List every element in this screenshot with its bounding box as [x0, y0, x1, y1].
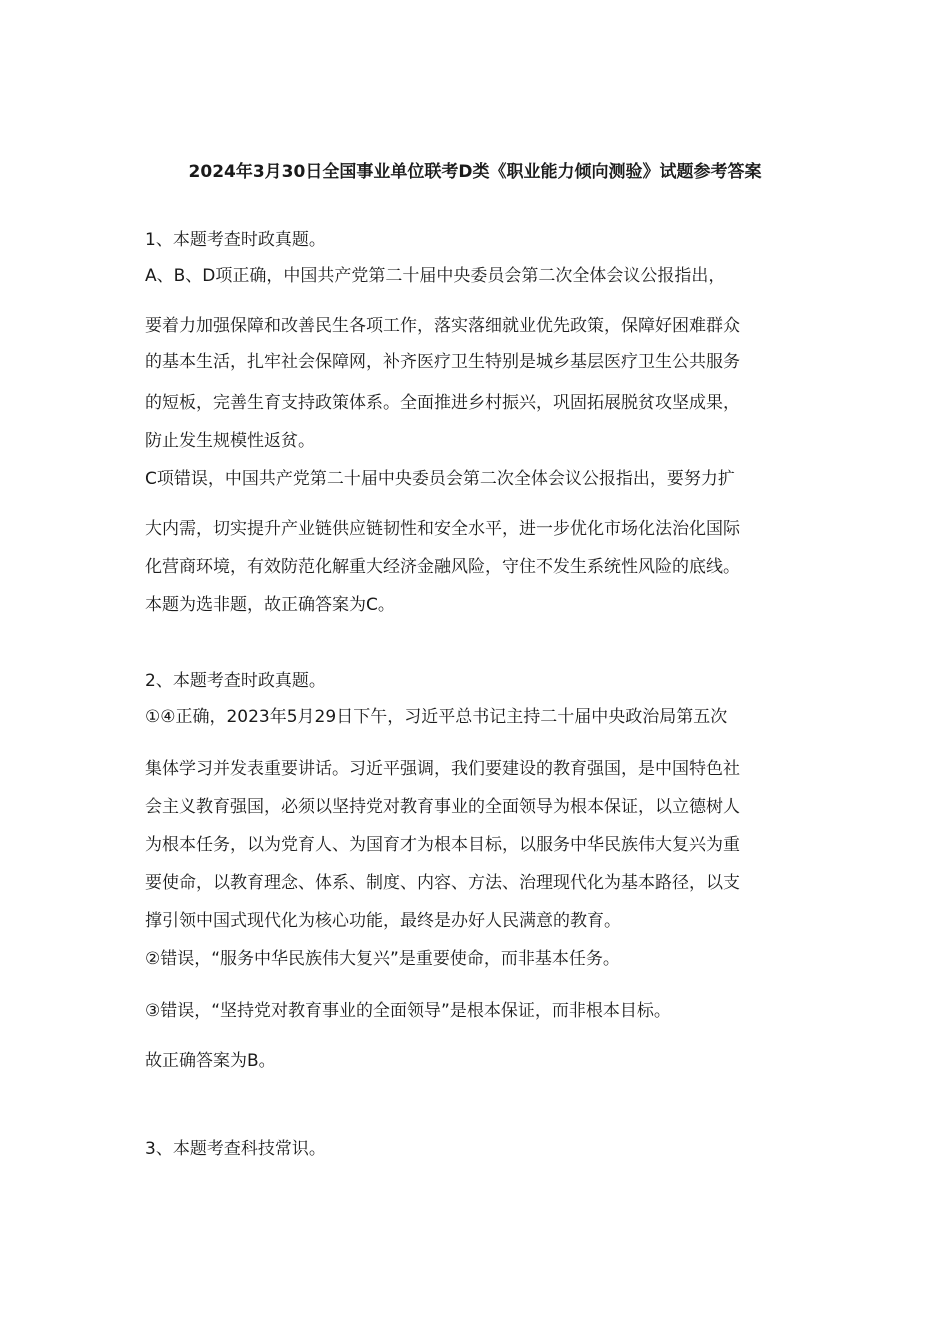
q1-line-9: 本题为选非题，故正确答案为C。: [145, 595, 395, 615]
q1-line-8: 化营商环境，有效防范化解重大经济金融风险，守住不发生系统性风险的底线。: [145, 557, 740, 577]
q2-heading: 2、本题考查时政真题。: [145, 671, 326, 691]
q2-line-3: 会主义教育强国，必须以坚持党对教育事业的全面领导为根本保证，以立德树人: [145, 797, 740, 817]
q2-line-8: ③错误，“坚持党对教育事业的全面领导”是根本保证，而非根本目标。: [145, 1001, 671, 1021]
q1-line-7: 大内需，切实提升产业链供应链韧性和安全水平，进一步优化市场化法治化国际: [145, 519, 740, 539]
q2-line-7: ②错误，“服务中华民族伟大复兴”是重要使命，而非基本任务。: [145, 949, 620, 969]
q1-heading: 1、本题考查时政真题。: [145, 230, 326, 250]
document-title: 2024年3月30日全国事业单位联考D类《职业能力倾向测验》试题参考答案: [188, 162, 762, 182]
q1-line-3: 的基本生活，扎牢社会保障网，补齐医疗卫生特别是城乡基层医疗卫生公共服务: [145, 352, 740, 372]
q1-line-6: C项错误，中国共产党第二十届中央委员会第二次全体会议公报指出，要努力扩: [145, 469, 735, 489]
q2-line-9: 故正确答案为B。: [145, 1051, 276, 1071]
q3-heading: 3、本题考查科技常识。: [145, 1139, 326, 1159]
q2-line-1: ①④正确，2023年5月29日下午，习近平总书记主持二十届中央政治局第五次: [145, 707, 728, 727]
q1-line-4: 的短板，完善生育支持政策体系。全面推进乡村振兴，巩固拓展脱贫攻坚成果，: [145, 393, 740, 413]
q1-line-1: A、B、D项正确，中国共产党第二十届中央委员会第二次全体会议公报指出，: [145, 266, 726, 286]
q2-line-6: 撑引领中国式现代化为核心功能，最终是办好人民满意的教育。: [145, 911, 621, 931]
q1-line-5: 防止发生规模性返贫。: [145, 431, 315, 451]
q2-line-2: 集体学习并发表重要讲话。习近平强调，我们要建设的教育强国，是中国特色社: [145, 759, 740, 779]
q1-line-2: 要着力加强保障和改善民生各项工作，落实落细就业优先政策，保障好困难群众: [145, 316, 740, 336]
q2-line-4: 为根本任务，以为党育人、为国育才为根本目标，以服务中华民族伟大复兴为重: [145, 835, 740, 855]
q2-line-5: 要使命，以教育理念、体系、制度、内容、方法、治理现代化为基本路径，以支: [145, 873, 740, 893]
